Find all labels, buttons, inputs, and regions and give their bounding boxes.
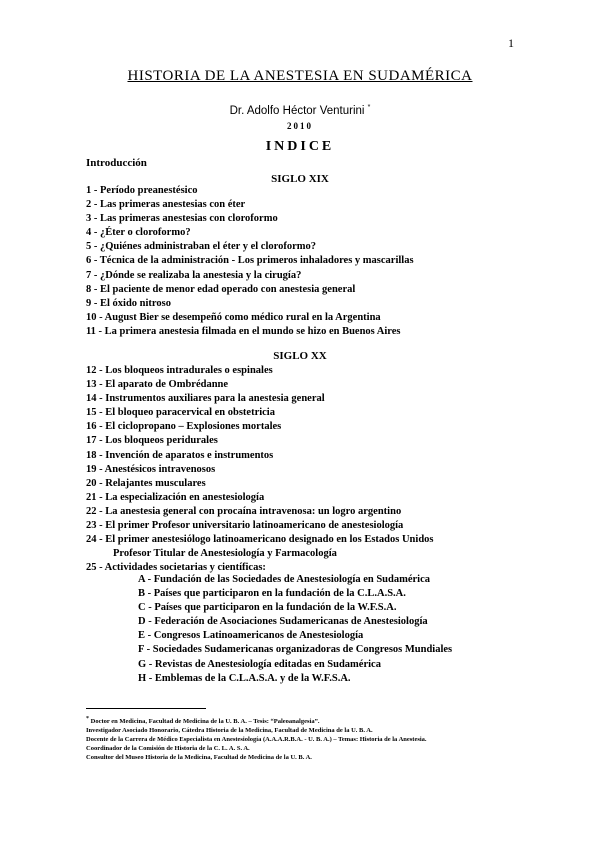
toc-item-24-line2: Profesor Titular de Anestesiología y Farmacología <box>113 548 337 560</box>
toc-item: 15 - El bloqueo paracervical en obstetricia <box>86 407 275 419</box>
footnote-line: Docente de la Carrera de Médico Especialista en Anestesiología (A.A.A.R.B.A. - U. B. A.) – Temas: Historia de la Anestesia. <box>86 736 427 744</box>
toc-item: 4 - ¿Éter o cloroformo? <box>86 227 191 239</box>
toc-item: 10 - August Bier se desempeñó como médico rural en la Argentina <box>86 311 381 323</box>
toc-subitem: E - Congresos Latinoamericanos de Anestesiología <box>138 630 364 642</box>
toc-subitem: B - Países que participaron en la fundación de la C.L.A.S.A. <box>138 588 406 600</box>
toc-item: 13 - El aparato de Ombrédanne <box>86 379 229 391</box>
page-title-text: HISTORIA DE LA ANESTESIA EN SUDAMÉRICA <box>127 68 473 84</box>
toc-list-xx <box>86 364 526 575</box>
toc-item: 1 - Período preanestésico <box>86 185 198 196</box>
toc-item: 20 - Relajantes musculares <box>86 477 206 489</box>
footnote <box>86 715 516 762</box>
index-heading: INDICE <box>265 139 335 154</box>
toc-item-25: 25 - Actividades societarias y científicas: <box>86 562 266 574</box>
toc-item: 21 - La especialización en anestesiología <box>86 491 265 503</box>
footnote-mark: * <box>86 716 89 722</box>
toc-item: 3 - Las primeras anestesias con cloroformo <box>86 213 278 225</box>
toc-subitem: A - Fundación de las Sociedades de Anestesiología en Sudamérica <box>138 574 430 585</box>
toc-subitem: D - Federación de Asociaciones Sudamericanas de Anestesiología <box>138 616 428 628</box>
toc-item: 8 - El paciente de menor edad operado con anestesia general <box>86 283 356 295</box>
toc-list-xix <box>86 184 526 339</box>
toc-item: 23 - El primer Profesor universitario latinoamericano de anestesiología <box>86 520 404 532</box>
section-heading-xix: SIGLO XIX <box>271 173 329 185</box>
toc-item: 2 - Las primeras anestesias con éter <box>86 199 246 211</box>
toc-item: 14 - Instrumentos auxiliares para la anestesia general <box>86 393 325 405</box>
section-heading-xx: SIGLO XX <box>273 350 327 362</box>
toc-item: 22 - La anestesia general con procaína intravenosa: un logro argentino <box>86 505 402 517</box>
toc-item: 5 - ¿Quiénes administraban el éter y el cloroformo? <box>86 241 316 253</box>
toc-item: 18 - Invención de aparatos e instrumentos <box>86 449 274 461</box>
author-name: Dr. Adolfo Héctor Venturini <box>229 104 365 117</box>
intro-entry: Introducción <box>86 157 147 169</box>
toc-item: 19 - Anestésicos intravenosos <box>86 463 216 475</box>
page-title <box>0 68 600 85</box>
toc-item-24 <box>86 533 526 561</box>
footnote-line: Coordinador de la Comisión de Historia de la C. L. A. S. A. <box>86 745 250 753</box>
page-number: 1 <box>508 36 514 50</box>
toc-item: 7 - ¿Dónde se realizaba la anestesia y la cirugía? <box>86 269 302 281</box>
toc-subitem: G - Revistas de Anestesiología editadas en Sudamérica <box>138 658 381 670</box>
year: 2010 <box>287 121 313 131</box>
footnote-line <box>86 715 516 726</box>
footnote-text: Doctor en Medicina, Facultad de Medicina de la U. B. A. – Tesis: “Paleoanalgesia”. <box>90 718 320 726</box>
toc-item: 16 - El ciclopropano – Explosiones mortales <box>86 421 282 433</box>
toc-subitem: H - Emblemas de la C.L.A.S.A. y de la W.F.S.A. <box>138 672 351 684</box>
toc-item: 9 - El óxido nitroso <box>86 297 171 309</box>
toc-item-24-line1: 24 - El primer anestesiólogo latinoamericano designado en los Estados Unidos <box>86 534 434 546</box>
author-footnote-mark: * <box>367 104 371 111</box>
toc-item: 12 - Los bloqueos intradurales o espinales <box>86 365 273 376</box>
footnote-line: Consultor del Museo Historia de la Medicina, Facultad de Medicina de la U. B. A. <box>86 754 312 762</box>
toc-item: 17 - Los bloqueos peridurales <box>86 435 218 447</box>
toc-sublist <box>138 573 538 686</box>
toc-item: 11 - La primera anestesia filmada en el mundo se hizo en Buenos Aires <box>86 325 401 337</box>
footnote-line: Investigador Asociado Honorario, Cátedra Historia de la Medicina, Facultad de Medicina de la U. B. A. <box>86 727 373 735</box>
toc-subitem: C - Países que participaron en la fundación de la W.F.S.A. <box>138 602 397 614</box>
footnote-separator <box>86 708 206 709</box>
toc-subitem: F - Sociedades Sudamericanas organizadoras de Congresos Mundiales <box>138 644 453 656</box>
author <box>0 104 600 117</box>
toc-item: 6 - Técnica de la administración - Los primeros inhaladores y mascarillas <box>86 255 414 267</box>
